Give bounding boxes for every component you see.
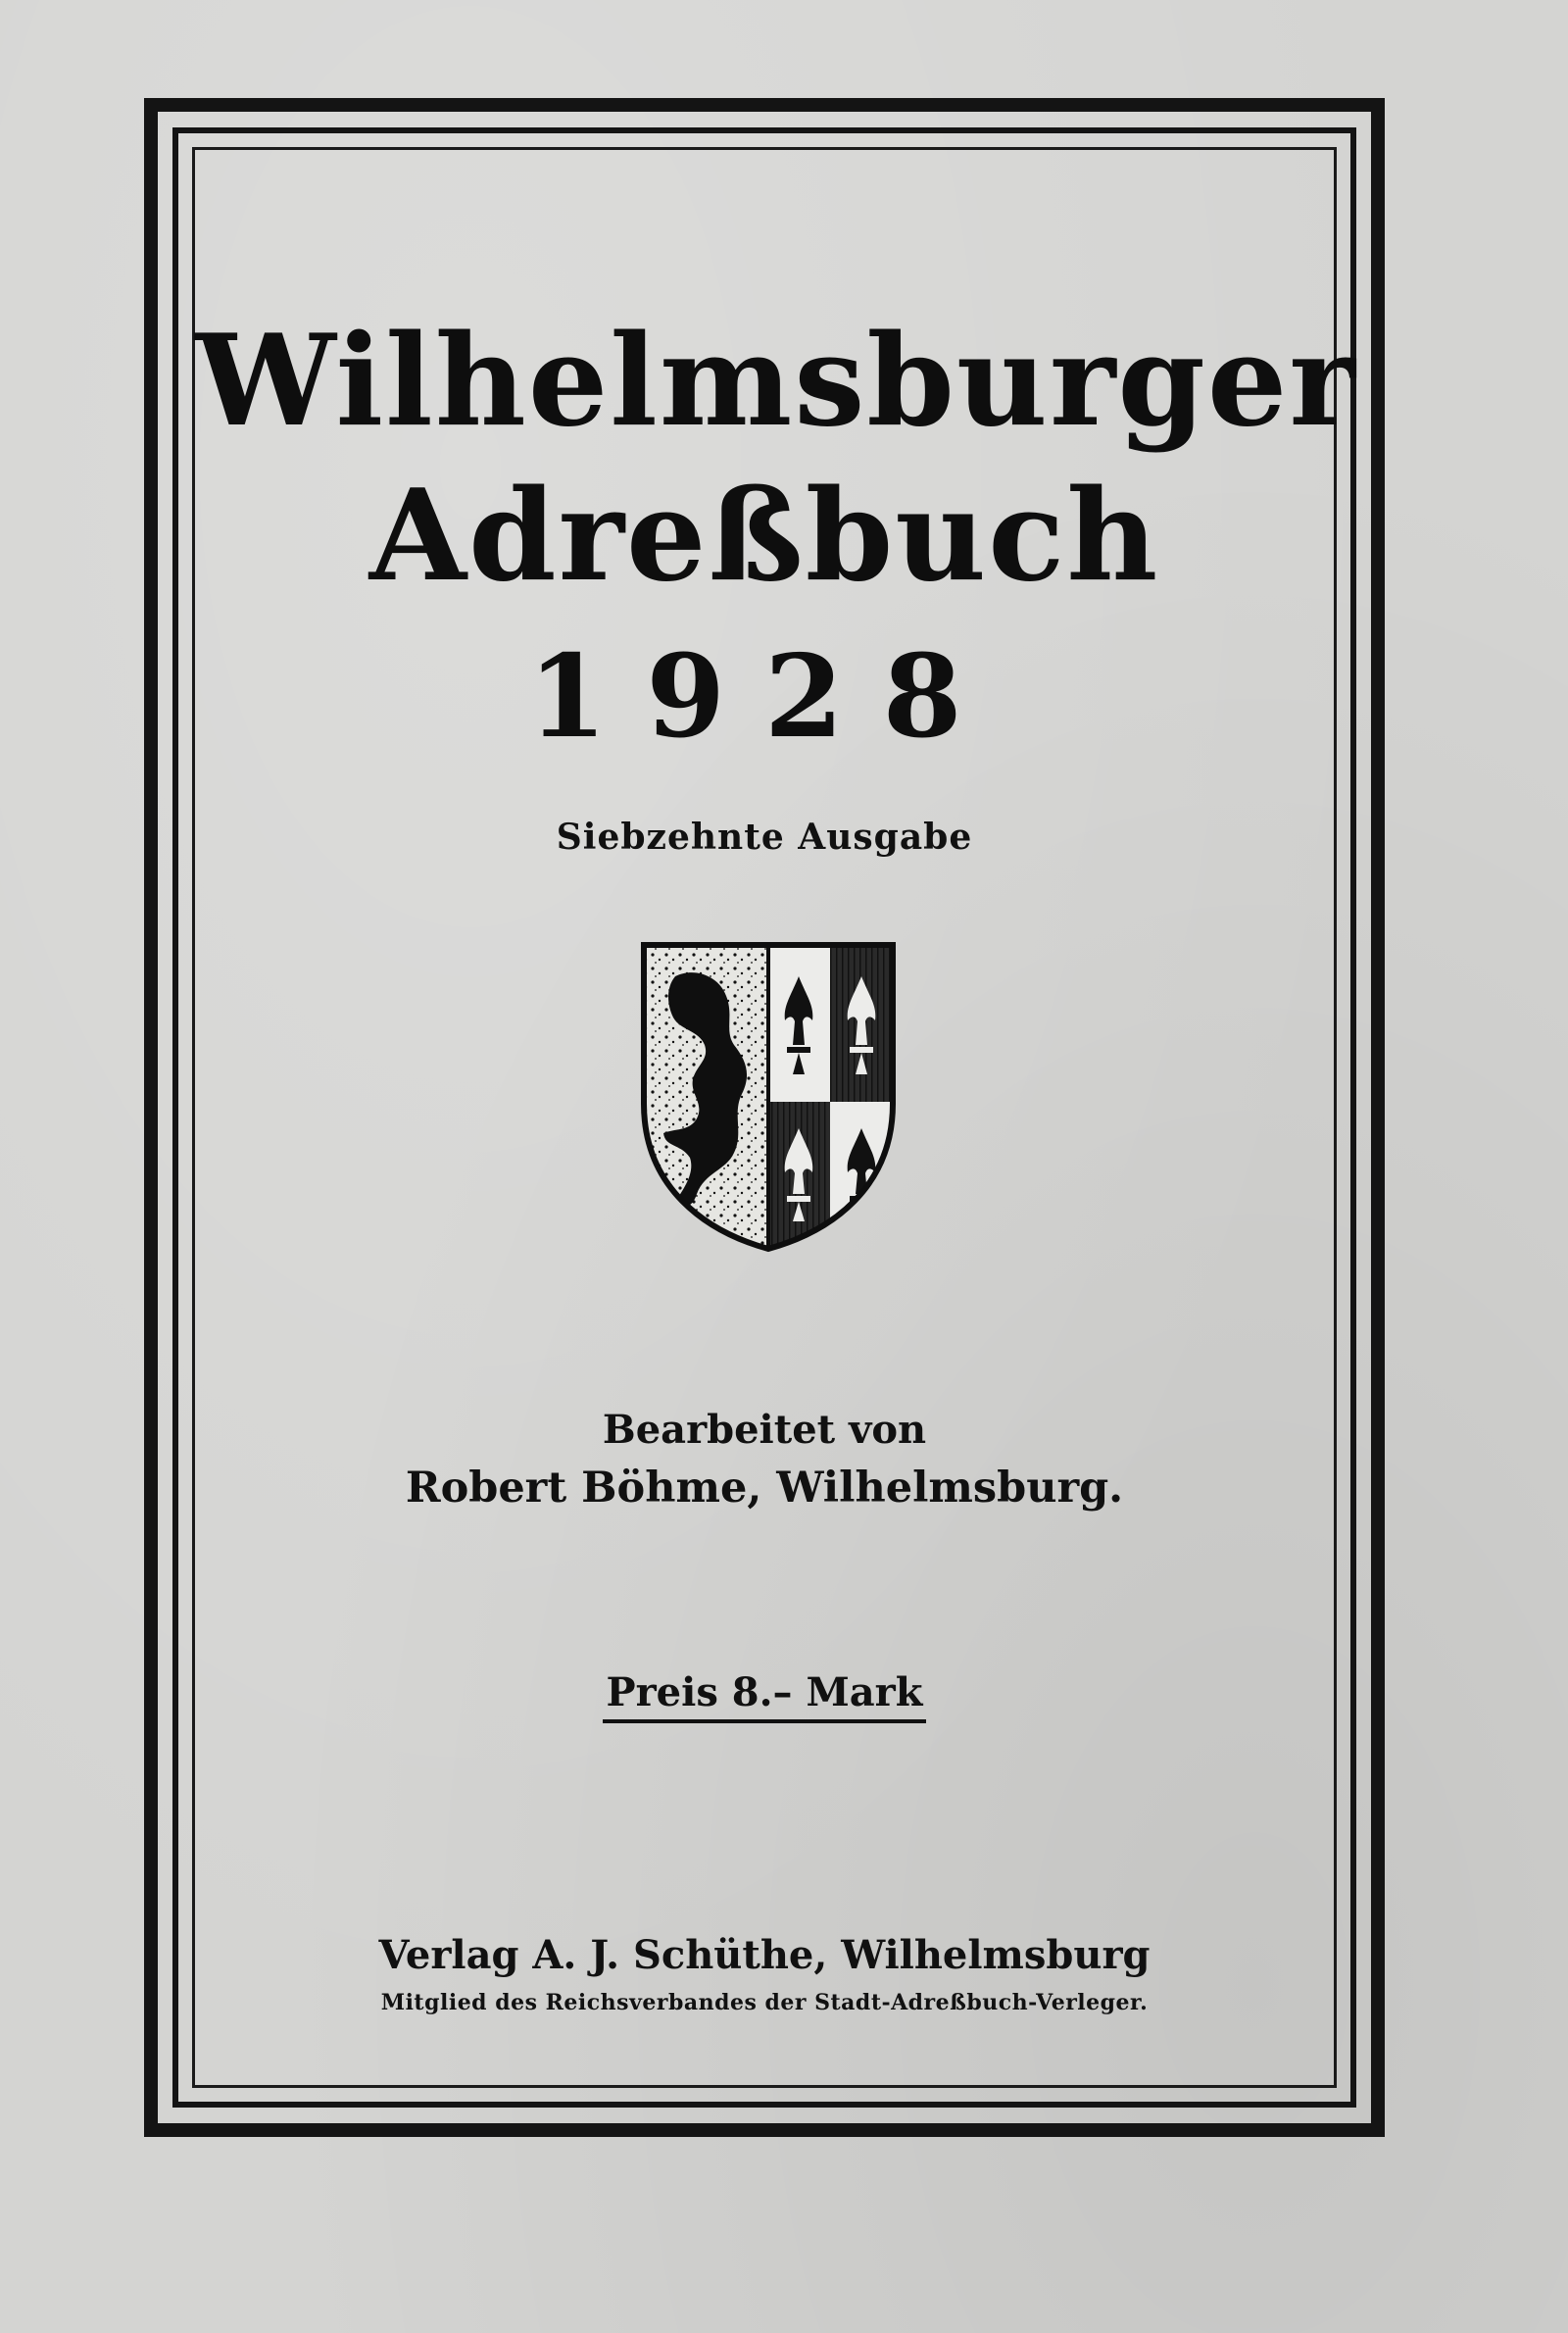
editor-name: Robert Böhme, Wilhelmsburg. [405, 1464, 1124, 1513]
price-label [195, 1669, 1334, 1715]
editor-intro: Bearbeitet von [602, 1407, 927, 1453]
coat-of-arms-icon [636, 937, 901, 1256]
membership-line: Mitglied des Reichsverbandes der Stadt-Adreßbuch-Verleger. [380, 1990, 1149, 2015]
publisher-line: Verlag A. J. Schüthe, Wilhelmsburg [378, 1932, 1151, 1978]
price-text: Preis 8.– Mark [603, 1669, 927, 1723]
title-line-1: Wilhelmsburger [195, 308, 1357, 455]
cover-content [195, 150, 1357, 2085]
publication-year: 1928 [527, 630, 1002, 764]
title-line-2: Adreßbuch [368, 463, 1160, 610]
edition-label: Siebzehnte Ausgabe [556, 817, 973, 858]
